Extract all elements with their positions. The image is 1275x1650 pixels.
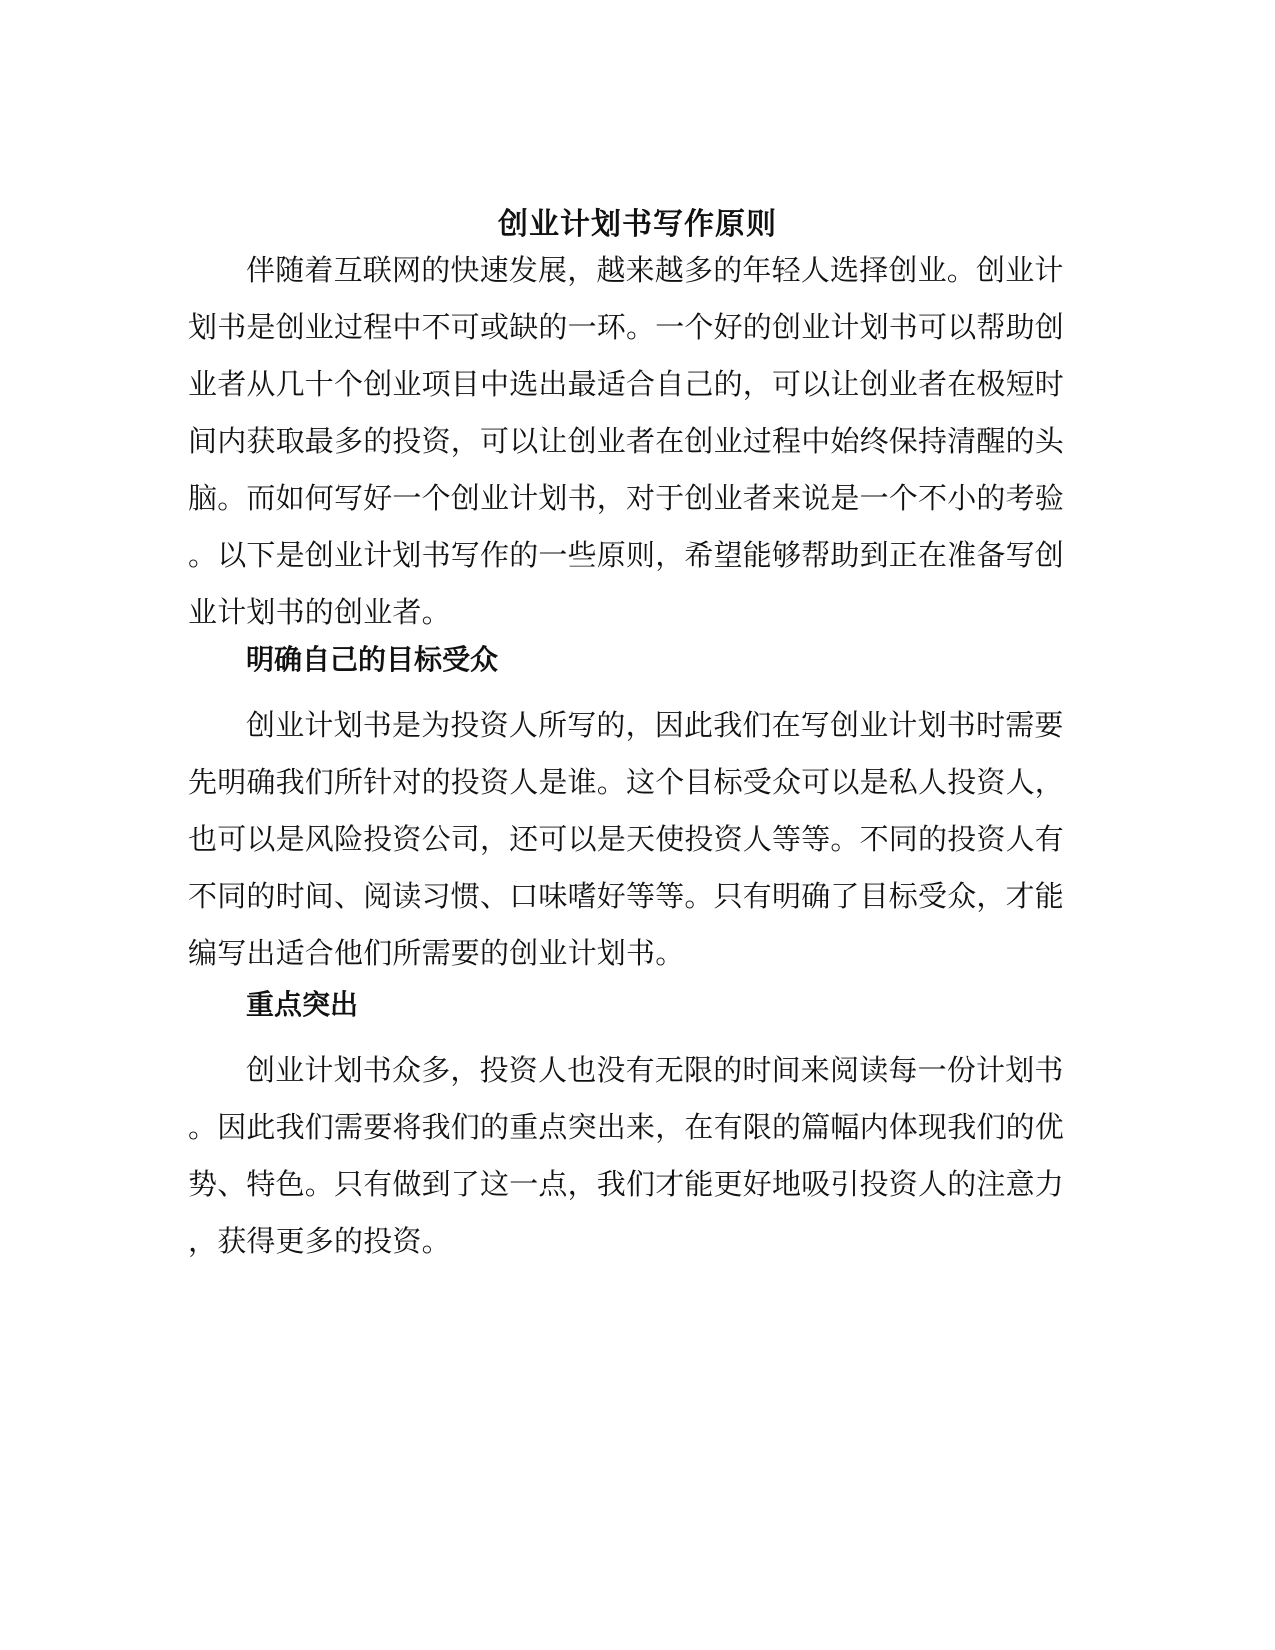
section-heading-key-points: 重点突出 bbox=[246, 988, 359, 1021]
paragraph-line: 伴随着互联网的快速发展，越来越多的年轻人选择创业。创业计 bbox=[246, 253, 1064, 287]
paragraph-line: 脑。而如何写好一个创业计划书，对于创业者来说是一个不小的考验 bbox=[188, 481, 1065, 515]
paragraph-line: 。因此我们需要将我们的重点突出来，在有限的篇幅内体现我们的优 bbox=[188, 1110, 1065, 1144]
section-paragraph-key-points bbox=[188, 1042, 1065, 1270]
paragraph-line: 业者从几十个创业项目中选出最适合自己的，可以让创业者在极短时 bbox=[188, 367, 1065, 401]
paragraph-line: 业计划书的创业者。 bbox=[188, 595, 451, 629]
paragraph-line: 势、特色。只有做到了这一点，我们才能更好地吸引投资人的注意力 bbox=[188, 1167, 1065, 1201]
section-paragraph-target-audience bbox=[188, 697, 1065, 982]
section-heading-target-audience: 明确自己的目标受众 bbox=[246, 643, 499, 676]
paragraph-line: 。以下是创业计划书写作的一些原则，希望能够帮助到正在准备写创 bbox=[188, 538, 1065, 572]
paragraph-line: 划书是创业过程中不可或缺的一环。一个好的创业计划书可以帮助创 bbox=[188, 310, 1065, 344]
paragraph-line: 编写出适合他们所需要的创业计划书。 bbox=[188, 936, 685, 970]
paragraph-line: 间内获取最多的投资，可以让创业者在创业过程中始终保持清醒的头 bbox=[188, 424, 1065, 458]
paragraph-line: 创业计划书众多，投资人也没有无限的时间来阅读每一份计划书 bbox=[246, 1053, 1064, 1087]
document-title: 创业计划书写作原则 bbox=[498, 207, 777, 242]
paragraph-line: 创业计划书是为投资人所写的，因此我们在写创业计划书时需要 bbox=[246, 708, 1064, 742]
paragraph-line: 先明确我们所针对的投资人是谁。这个目标受众可以是私人投资人， bbox=[188, 765, 1065, 799]
paragraph-line: ，获得更多的投资。 bbox=[188, 1224, 451, 1258]
intro-paragraph bbox=[188, 242, 1065, 641]
paragraph-line: 也可以是风险投资公司，还可以是天使投资人等等。不同的投资人有 bbox=[188, 822, 1065, 856]
paragraph-line: 不同的时间、阅读习惯、口味嗜好等等。只有明确了目标受众，才能 bbox=[188, 879, 1065, 913]
